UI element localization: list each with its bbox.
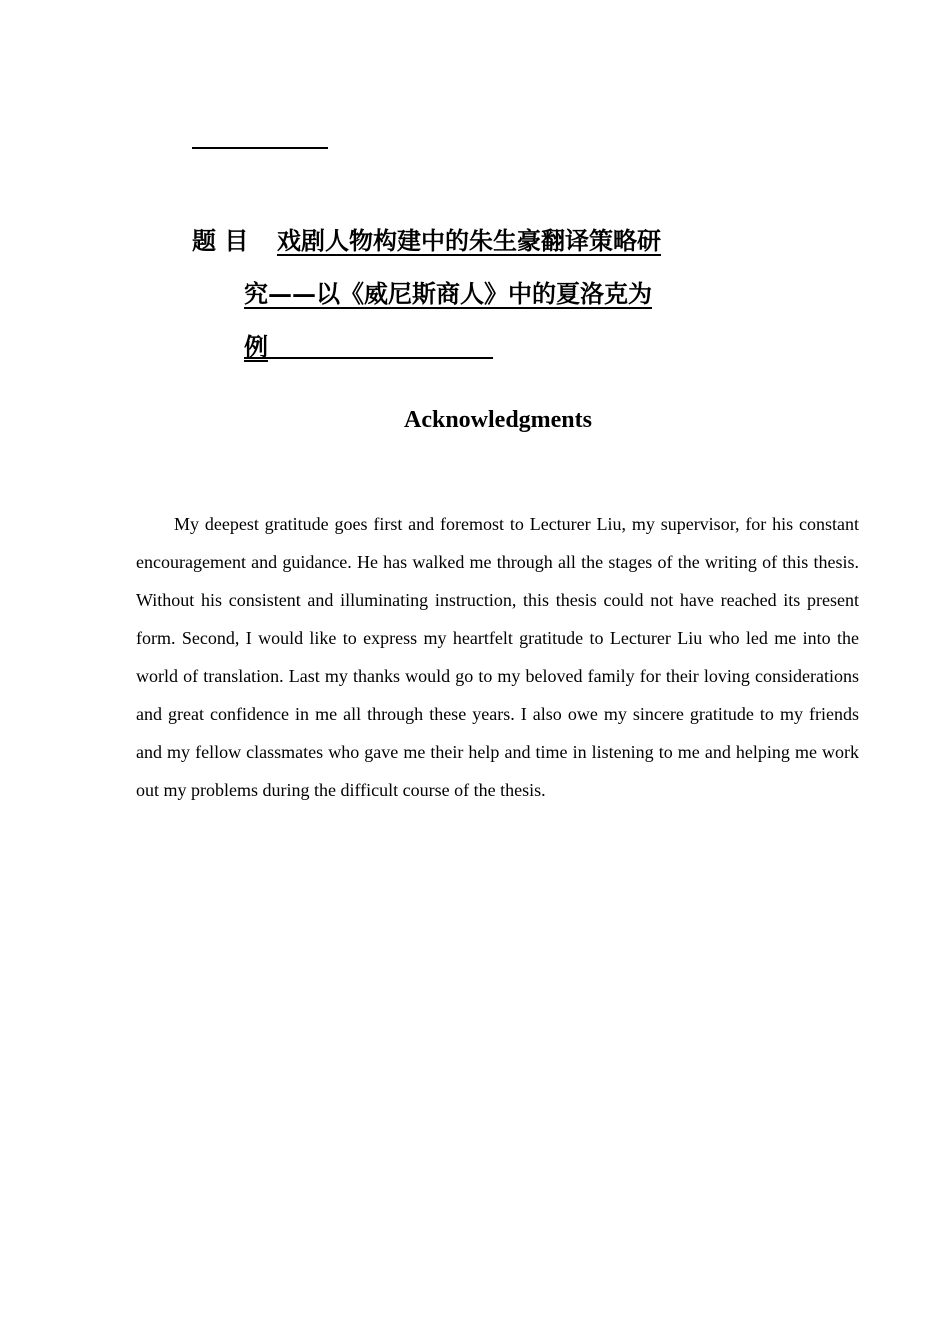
title-label: 题 目 (192, 226, 249, 255)
title-line-2: 究——以《威尼斯商人》中的夏洛克为 (244, 279, 652, 308)
title-line-3: 例 (244, 332, 268, 361)
acknowledgments-heading: Acknowledgments (403, 407, 592, 433)
acknowledgments-paragraph: My deepest gratitude goes first and foremost to Lecturer Liu, my supervisor, for his constant encouragement and guidance. He has walked me through all the stages of the writing of this thesis. Without his consistent and illuminating instruction, this thesis could not have reached its present form. Second, I would like to express my heartfelt gratitude to Lecturer Liu who led me into the world of translation. Last my thanks would go to my beloved family for their loving considerations and great confidence in me all through these years. I also owe my sincere gratitude to my friends and my fellow classmates who gave me their help and time in listening to me and helping me work out my problems during the difficult course of the thesis. (136, 514, 859, 800)
title-underline-fill (244, 328, 493, 359)
title-line-1: 戏剧人物构建中的朱生豪翻译策略研 (277, 226, 661, 255)
top-rule (192, 147, 328, 149)
